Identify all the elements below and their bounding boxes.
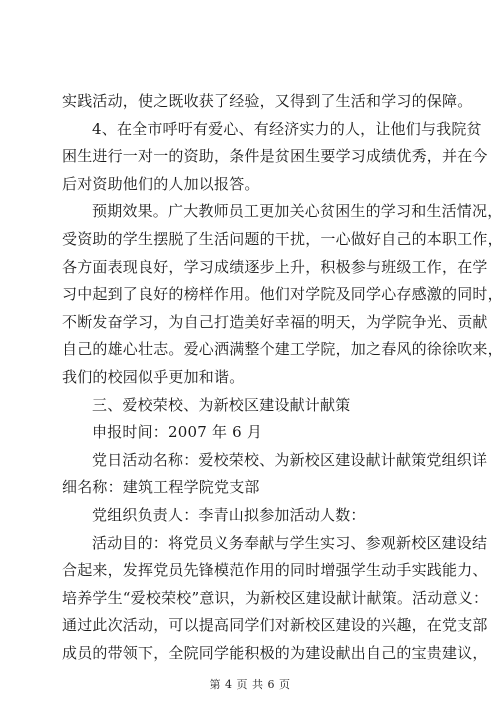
text-line: 习中起到了良好的榜样作用。他们对学院及同学心存感激的同时， bbox=[62, 285, 503, 304]
text-line: 细名称：建筑工程学院党支部 bbox=[62, 478, 260, 497]
text-line: 党组织负责人：李青山拟参加活动人数： bbox=[92, 505, 366, 524]
page-footer: 第 4 页 共 6 页 bbox=[209, 678, 291, 691]
text-line: 通过此次活动，可以提高同学们对新校区建设的兴趣，在党支部 bbox=[62, 616, 488, 635]
text-line: 活动目的：将党员义务奉献与学生实习、参观新校区建设结 bbox=[92, 533, 488, 552]
text-line: 成员的带领下，全院同学能积极的为建设献出自己的宝贵建议， bbox=[62, 643, 488, 662]
text-line: 困生进行一对一的资助，条件是贫困生要学习成绩优秀，并在今 bbox=[62, 147, 488, 166]
text-line: 后对资助他们的人加以报答。 bbox=[62, 174, 260, 193]
text-line: 申报时间：2007 年 6 月 bbox=[92, 423, 263, 442]
document-body bbox=[62, 88, 503, 667]
text-line: 党日活动名称：爱校荣校、为新校区建设献计献策党组织详 bbox=[92, 450, 488, 469]
text-line: 不断发奋学习，为自己打造美好幸福的明天，为学院争光、贡献 bbox=[62, 312, 488, 331]
text-line: 实践活动，使之既收获了经验，又得到了生活和学习的保障。 bbox=[62, 92, 473, 110]
text-line: 自己的雄心壮志。爱心洒满整个建工学院，加之春风的徐徐吹来， bbox=[62, 340, 503, 359]
text-line: 三、爱校荣校、为新校区建设献计献策 bbox=[92, 395, 351, 414]
text-line: 受资助的学生摆脱了生活问题的干扰，一心做好自己的本职工作， bbox=[62, 229, 503, 248]
text-line: 4、在全市呼吁有爱心、有经济实力的人，让他们与我院贫 bbox=[92, 119, 482, 138]
text-line: 我们的校园似乎更加和谐。 bbox=[62, 367, 245, 386]
text-line: 培养学生“爱校荣校”意识，为新校区建设献计献策。活动意义： bbox=[62, 588, 489, 607]
text-line: 预期效果。广大教师员工更加关心贫困生的学习和生活情况， bbox=[92, 202, 503, 221]
text-line: 合起来，发挥党员先锋模范作用的同时增强学生动手实践能力、 bbox=[62, 561, 488, 580]
text-line: 各方面表现良好，学习成绩逐步上升，积极参与班级工作，在学 bbox=[62, 257, 488, 276]
